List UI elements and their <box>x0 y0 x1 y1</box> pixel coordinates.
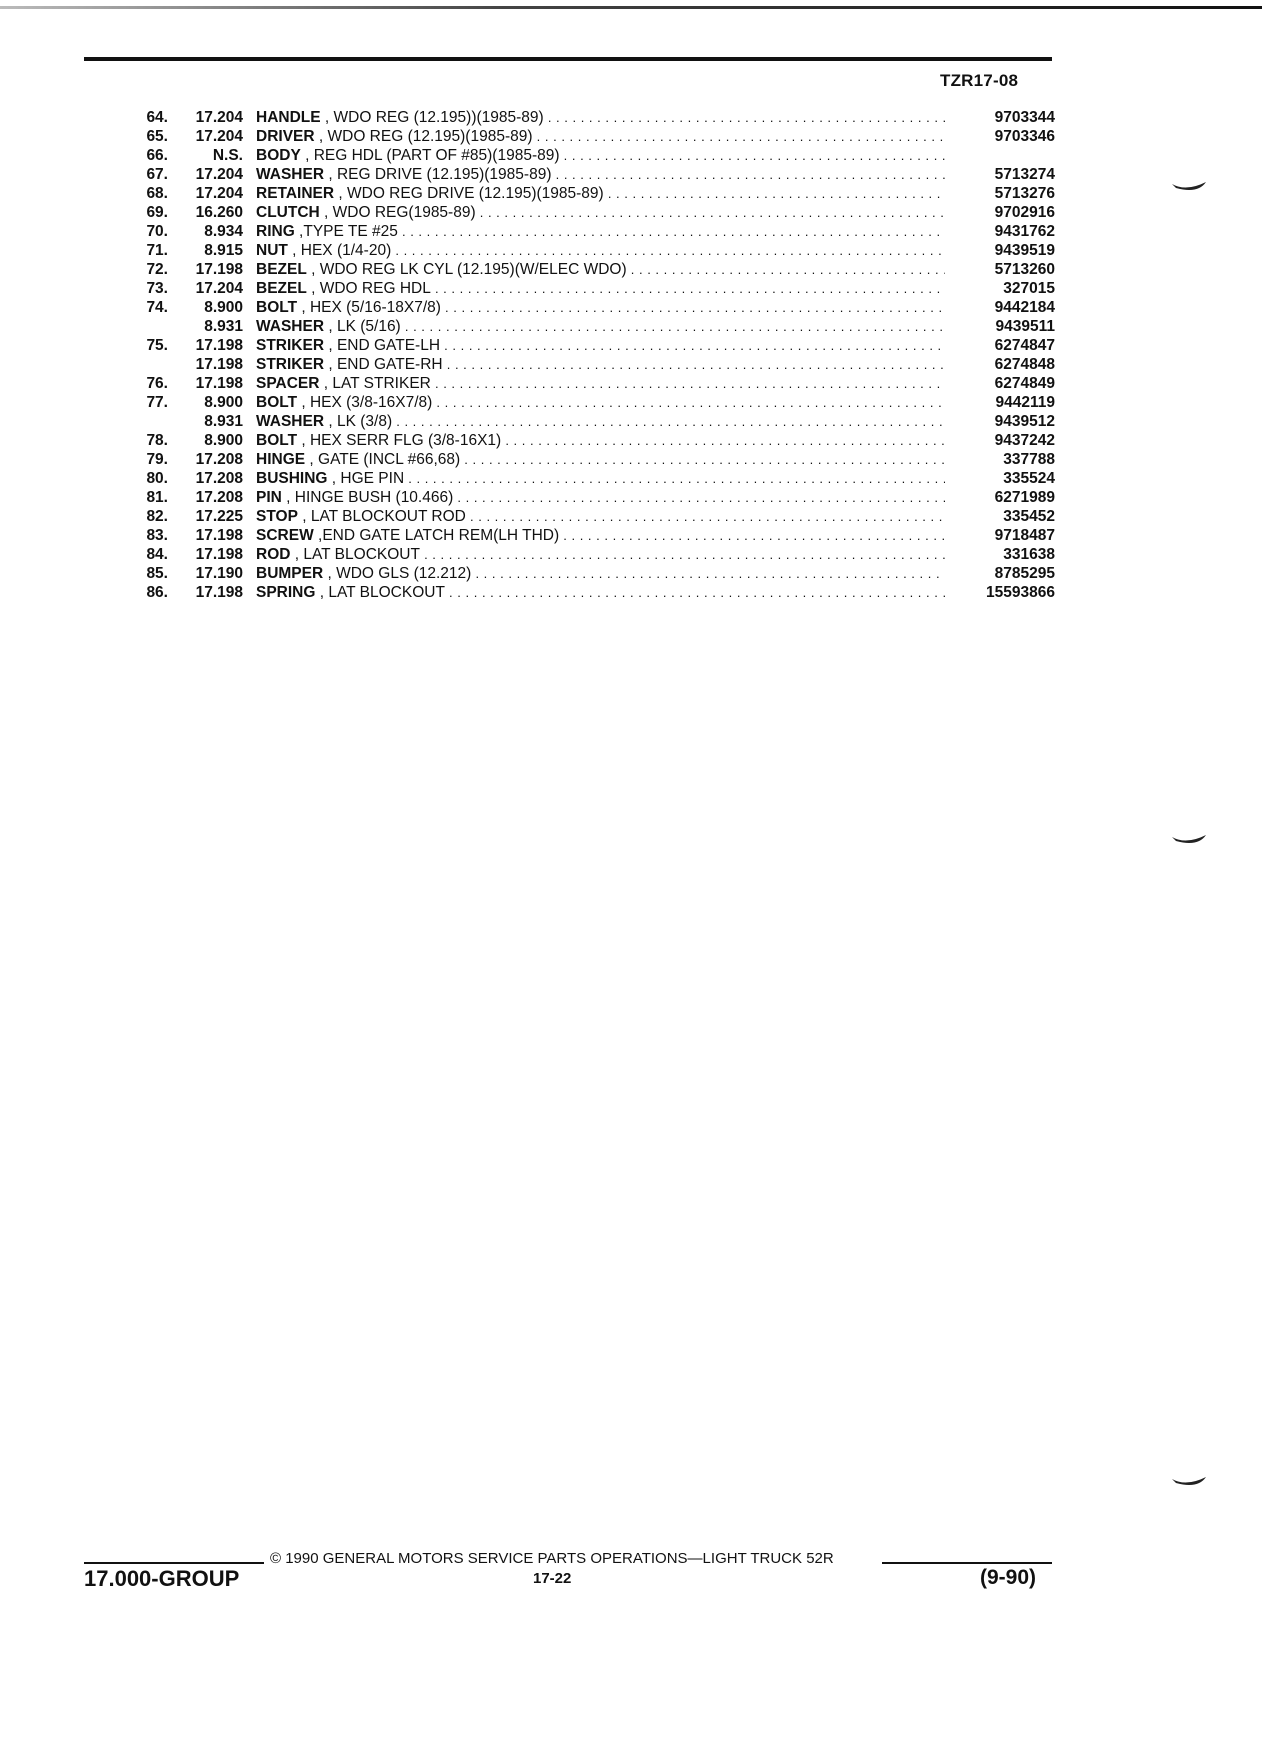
part-detail: , WDO REG LK CYL (12.195)(W/ELEC WDO) <box>306 261 627 278</box>
parts-row <box>120 355 1055 374</box>
item-index: 84. <box>146 546 168 563</box>
part-detail: , HEX (5/16-18X7/8) <box>297 299 441 316</box>
binder-mark <box>1172 180 1208 194</box>
parts-row <box>120 184 1055 203</box>
binder-mark <box>1172 1475 1208 1489</box>
item-index: 85. <box>146 565 168 582</box>
group-number: 17.208 <box>195 451 243 468</box>
part-name: BUSHING <box>256 470 328 487</box>
item-index: 83. <box>146 527 168 544</box>
item-index: 68. <box>146 185 168 202</box>
part-description <box>256 108 945 127</box>
parts-row <box>120 146 1055 165</box>
part-name: CLUTCH <box>256 204 320 221</box>
part-number: 6274848 <box>994 356 1055 373</box>
group-number: 8.915 <box>204 242 243 259</box>
part-name: HANDLE <box>256 109 321 126</box>
part-name: DRIVER <box>256 128 315 145</box>
part-description <box>256 127 945 146</box>
item-index: 66. <box>146 147 168 164</box>
group-number: 17.204 <box>195 128 243 145</box>
parts-row <box>120 564 1055 583</box>
group-number: 17.198 <box>195 546 243 563</box>
part-description <box>256 507 945 526</box>
part-detail: , HINGE BUSH (10.466) <box>281 489 454 506</box>
part-number: 9439511 <box>995 318 1055 335</box>
part-number: 6274847 <box>994 337 1055 354</box>
parts-row <box>120 260 1055 279</box>
part-description <box>256 374 945 393</box>
group-number: 16.260 <box>195 204 243 221</box>
part-name: PIN <box>256 489 282 506</box>
part-name: BOLT <box>256 299 298 316</box>
part-number: 337788 <box>1003 451 1055 468</box>
part-number: 8785295 <box>994 565 1055 582</box>
copyright-notice: © 1990 GENERAL MOTORS SERVICE PARTS OPERATIONS—LIGHT TRUCK 52R <box>270 1550 834 1567</box>
part-number: 331638 <box>1003 546 1055 563</box>
part-number: 9442184 <box>994 299 1055 316</box>
group-number: 17.198 <box>195 527 243 544</box>
part-number: 15593866 <box>986 584 1055 601</box>
item-index: 70. <box>146 223 168 240</box>
group-number: 17.225 <box>195 508 243 525</box>
part-description <box>256 488 945 507</box>
part-detail: , LAT BLOCKOUT <box>315 584 445 601</box>
parts-row <box>120 127 1055 146</box>
scan-edge-line <box>0 6 1262 9</box>
group-number: 17.204 <box>195 185 243 202</box>
group-number: 17.198 <box>195 261 243 278</box>
item-index: 71. <box>146 242 168 259</box>
part-description <box>256 298 945 317</box>
group-number: 17.204 <box>195 280 243 297</box>
part-detail: , WDO REG (12.195))(1985-89) <box>320 109 544 126</box>
part-description <box>256 526 945 545</box>
parts-row <box>120 108 1055 127</box>
part-description <box>256 469 945 488</box>
group-number: 17.204 <box>195 166 243 183</box>
part-name: BEZEL <box>256 280 307 297</box>
part-detail: , END GATE-LH <box>324 337 441 354</box>
parts-row <box>120 336 1055 355</box>
item-index: 82. <box>146 508 168 525</box>
part-name: BOLT <box>256 432 298 449</box>
group-number: 17.208 <box>195 489 243 506</box>
part-detail: , LAT STRIKER <box>319 375 431 392</box>
parts-row <box>120 203 1055 222</box>
item-index: 86. <box>146 584 168 601</box>
top-rule <box>84 57 1052 61</box>
footer-date: (9-90) <box>980 1566 1037 1589</box>
parts-row <box>120 222 1055 241</box>
part-name: SCREW <box>256 527 314 544</box>
part-description <box>256 583 945 602</box>
part-number: 5713260 <box>994 261 1055 278</box>
part-description <box>256 355 945 374</box>
part-detail: , GATE (INCL #66,68) <box>305 451 461 468</box>
part-name: RETAINER <box>256 185 335 202</box>
part-detail: , END GATE-RH <box>324 356 443 373</box>
binder-mark <box>1172 833 1208 847</box>
part-number: 335452 <box>1003 508 1055 525</box>
part-name: SPRING <box>256 584 316 601</box>
item-index: 79. <box>146 451 168 468</box>
part-name: BUMPER <box>256 565 324 582</box>
part-detail: , WDO REG DRIVE (12.195)(1985-89) <box>334 185 604 202</box>
part-detail: , WDO REG (12.195)(1985-89) <box>314 128 533 145</box>
part-description <box>256 336 945 355</box>
group-number: 8.900 <box>204 394 243 411</box>
part-number: 9702916 <box>994 204 1055 221</box>
footer-page-number: 17-22 <box>533 1570 572 1587</box>
part-name: STRIKER <box>256 337 325 354</box>
parts-row <box>120 450 1055 469</box>
group-number: 17.204 <box>195 109 243 126</box>
part-number: 6274849 <box>994 375 1055 392</box>
parts-row <box>120 393 1055 412</box>
group-number: 8.900 <box>204 299 243 316</box>
parts-row <box>120 583 1055 602</box>
parts-row <box>120 317 1055 336</box>
group-number: 17.198 <box>195 356 243 373</box>
item-index: 65. <box>146 128 168 145</box>
part-name: BEZEL <box>256 261 307 278</box>
group-number: 17.208 <box>195 470 243 487</box>
item-index: 80. <box>146 470 168 487</box>
part-detail: , HEX (3/8-16X7/8) <box>297 394 433 411</box>
part-name: BODY <box>256 147 301 164</box>
group-number: 17.198 <box>195 584 243 601</box>
part-detail: , LK (3/8) <box>324 413 393 430</box>
part-number: 9439519 <box>994 242 1055 259</box>
parts-row <box>120 507 1055 526</box>
part-description <box>256 203 945 222</box>
part-description <box>256 165 945 184</box>
part-number: 5713276 <box>994 185 1055 202</box>
group-number: 17.198 <box>195 337 243 354</box>
item-index: 78. <box>146 432 168 449</box>
part-number: 335524 <box>1003 470 1055 487</box>
part-description <box>256 431 945 450</box>
item-index: 76. <box>146 375 168 392</box>
parts-row <box>120 165 1055 184</box>
parts-row <box>120 488 1055 507</box>
part-number: 5713274 <box>994 166 1055 183</box>
parts-row <box>120 374 1055 393</box>
part-description <box>256 317 945 336</box>
part-name: WASHER <box>256 166 325 183</box>
part-name: ROD <box>256 546 291 563</box>
part-number: 9718487 <box>994 527 1055 544</box>
item-index: 75. <box>146 337 168 354</box>
parts-row <box>120 241 1055 260</box>
part-name: NUT <box>256 242 288 259</box>
part-number: 9439512 <box>994 413 1055 430</box>
part-description <box>256 146 945 165</box>
part-detail: , HGE PIN <box>327 470 405 487</box>
item-index: 73. <box>146 280 168 297</box>
part-detail: , LK (5/16) <box>324 318 401 335</box>
part-description <box>256 260 945 279</box>
part-detail: , REG HDL (PART OF #85)(1985-89) <box>300 147 560 164</box>
part-number: 9442119 <box>995 394 1055 411</box>
parts-row <box>120 545 1055 564</box>
part-detail: ,END GATE LATCH REM(LH THD) <box>313 527 560 544</box>
part-description <box>256 564 945 583</box>
group-number: N.S. <box>212 147 243 164</box>
group-number: 17.190 <box>195 565 243 582</box>
parts-row <box>120 412 1055 431</box>
footer-rule-left <box>84 1562 264 1564</box>
part-description <box>256 545 945 564</box>
part-name: HINGE <box>256 451 306 468</box>
footer-rule-right <box>882 1562 1052 1564</box>
part-description <box>256 393 945 412</box>
footer-group-label: 17.000-GROUP <box>84 1566 240 1591</box>
parts-row <box>120 469 1055 488</box>
part-number: 9703346 <box>994 128 1055 145</box>
part-name: SPACER <box>256 375 320 392</box>
part-name: WASHER <box>256 318 325 335</box>
part-detail: , WDO GLS (12.212) <box>323 565 472 582</box>
part-description <box>256 184 945 203</box>
part-detail: , LAT BLOCKOUT <box>290 546 420 563</box>
part-name: STOP <box>256 508 298 525</box>
page-code: TZR17-08 <box>940 71 1019 90</box>
item-index: 74. <box>146 299 168 316</box>
part-number: 327015 <box>1003 280 1055 297</box>
part-name: STRIKER <box>256 356 325 373</box>
part-detail: , LAT BLOCKOUT ROD <box>297 508 466 525</box>
item-index: 64. <box>146 109 168 126</box>
parts-row <box>120 431 1055 450</box>
item-index: 72. <box>146 261 168 278</box>
part-name: BOLT <box>256 394 298 411</box>
part-number: 9431762 <box>994 223 1055 240</box>
part-number: 9437242 <box>994 432 1055 449</box>
item-index: 77. <box>146 394 168 411</box>
group-number: 17.198 <box>195 375 243 392</box>
parts-row <box>120 526 1055 545</box>
parts-row <box>120 298 1055 317</box>
part-detail: , HEX (1/4-20) <box>287 242 392 259</box>
part-description <box>256 222 945 241</box>
part-detail: ,TYPE TE #25 <box>294 223 398 240</box>
part-detail: , REG DRIVE (12.195)(1985-89) <box>324 166 552 183</box>
part-description <box>256 241 945 260</box>
part-detail: , HEX SERR FLG (3/8-16X1) <box>297 432 502 449</box>
parts-list <box>120 108 1055 602</box>
item-index: 81. <box>146 489 168 506</box>
group-number: 8.931 <box>204 413 243 430</box>
part-description <box>256 450 945 469</box>
group-number: 8.934 <box>204 223 243 240</box>
part-number: 6271989 <box>994 489 1055 506</box>
part-description <box>256 412 945 431</box>
part-number: 9703344 <box>994 109 1055 126</box>
item-index: 69. <box>146 204 168 221</box>
part-name: WASHER <box>256 413 325 430</box>
parts-row <box>120 279 1055 298</box>
item-index: 67. <box>146 166 168 183</box>
part-detail: , WDO REG(1985-89) <box>319 204 476 221</box>
part-detail: , WDO REG HDL <box>306 280 431 297</box>
group-number: 8.900 <box>204 432 243 449</box>
group-number: 8.931 <box>204 318 243 335</box>
part-description <box>256 279 945 298</box>
part-name: RING <box>256 223 295 240</box>
